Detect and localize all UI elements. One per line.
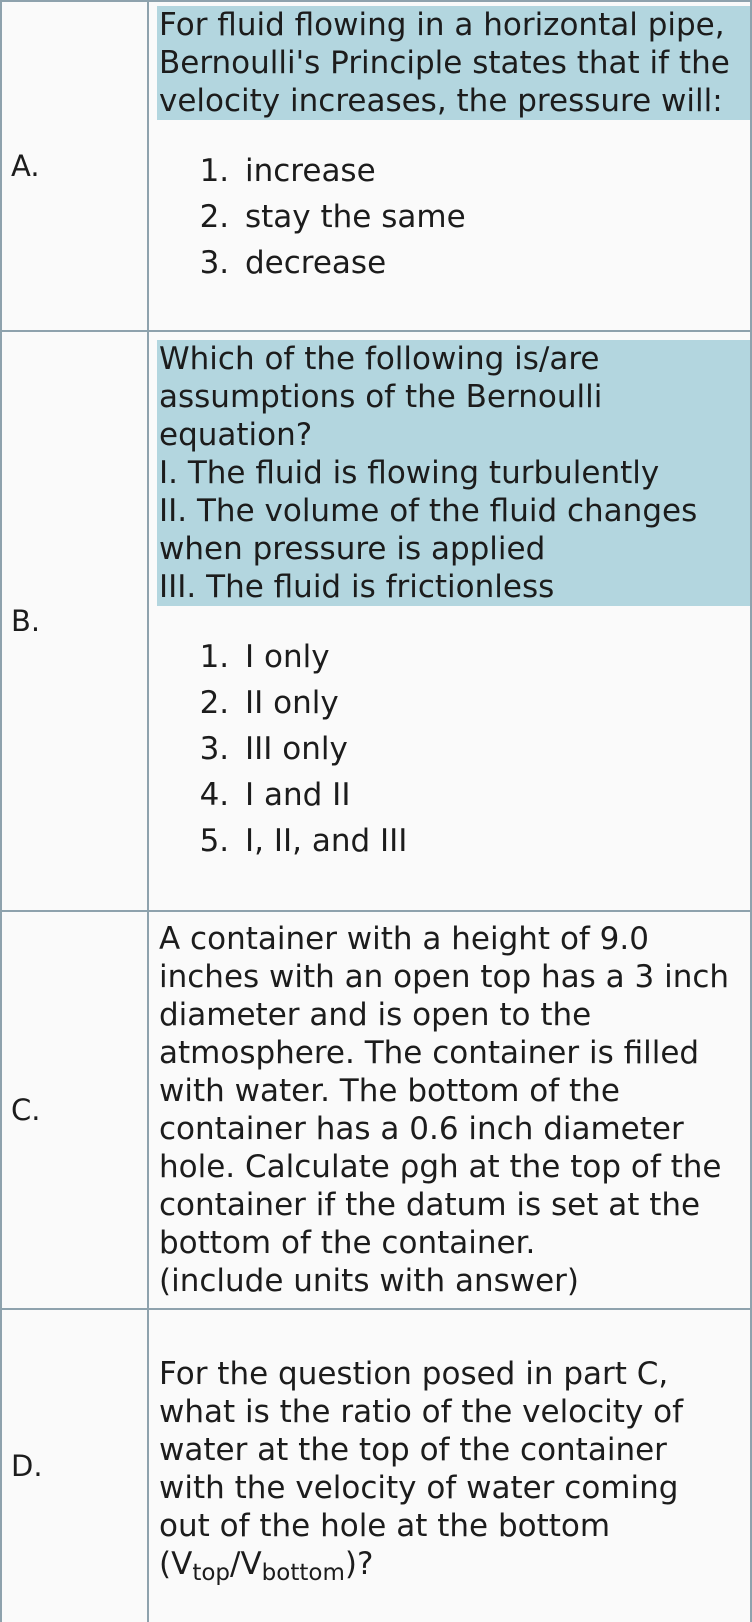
prompt-line: with the velocity of water coming [159, 1469, 679, 1506]
prompt-line: II. The volume of the fluid changes [159, 493, 698, 529]
ratio-close: )? [344, 1545, 374, 1582]
prompt-line: container if the datum is set at the [159, 1187, 701, 1223]
ratio-subscript-bottom: bottom [261, 1559, 345, 1586]
prompt-line: A container with a height of 9.0 [159, 921, 649, 957]
question-row-b [1, 331, 751, 911]
prompt-line: I. The fluid is flowing turbulently [159, 455, 660, 491]
question-row-a [1, 1, 751, 331]
prompt-line: equation? [159, 417, 313, 453]
question-label: D. [1, 1309, 148, 1622]
choice-item[interactable]: 1. I only [239, 634, 750, 680]
answer-choices [157, 148, 750, 286]
prompt-line: Which of the following is/are [159, 341, 600, 377]
prompt-line: atmosphere. The container is filled [159, 1035, 700, 1071]
question-content [148, 331, 751, 911]
question-content [148, 911, 751, 1309]
ratio-subscript-top: top [192, 1559, 231, 1586]
prompt-line: velocity increases, the pressure will: [159, 83, 723, 119]
prompt-line: For the question posed in part C, [159, 1355, 669, 1392]
choice-item[interactable]: 3. III only [239, 726, 750, 772]
question-prompt [157, 6, 750, 120]
question-label: A. [1, 1, 148, 331]
question-row-c [1, 911, 751, 1309]
choice-item[interactable]: 5. I, II, and III [239, 818, 750, 864]
ratio-open: (V [159, 1545, 193, 1582]
question-row-d [1, 1309, 751, 1622]
velocity-ratio [159, 1545, 748, 1592]
ratio-slash: /V [230, 1545, 262, 1582]
prompt-line: when pressure is applied [159, 531, 546, 567]
prompt-line: water at the top of the container [159, 1431, 667, 1468]
answer-choices [157, 634, 750, 864]
prompt-line: Bernoulli's Principle states that if the [159, 45, 730, 81]
choice-item[interactable]: 4. I and II [239, 772, 750, 818]
prompt-line: inches with an open top has a 3 inch [159, 959, 730, 995]
prompt-line: III. The fluid is frictionless [159, 569, 555, 605]
prompt-line: out of the hole at the bottom [159, 1507, 611, 1544]
question-label: B. [1, 331, 148, 911]
choice-item[interactable]: 3. decrease [239, 240, 750, 286]
question-label: C. [1, 911, 148, 1309]
prompt-line: bottom of the container. [159, 1225, 536, 1261]
prompt-line: For fluid flowing in a horizontal pipe, [159, 7, 725, 43]
choice-item[interactable]: 2. stay the same [239, 194, 750, 240]
question-prompt [157, 340, 750, 606]
prompt-line: diameter and is open to the [159, 997, 592, 1033]
prompt-line: hole. Calculate ρgh at the top of the [159, 1149, 722, 1185]
question-content [148, 1309, 751, 1622]
prompt-line: assumptions of the Bernoulli [159, 379, 603, 415]
prompt-line: with water. The bottom of the [159, 1073, 620, 1109]
prompt-line: container has a 0.6 inch diameter [159, 1111, 684, 1147]
choice-item[interactable]: 2. II only [239, 680, 750, 726]
choice-item[interactable]: 1. increase [239, 148, 750, 194]
question-prompt [157, 1355, 750, 1592]
prompt-line: what is the ratio of the velocity of [159, 1393, 684, 1430]
question-content [148, 1, 751, 331]
prompt-line: (include units with answer) [159, 1263, 580, 1299]
question-prompt [157, 920, 750, 1300]
